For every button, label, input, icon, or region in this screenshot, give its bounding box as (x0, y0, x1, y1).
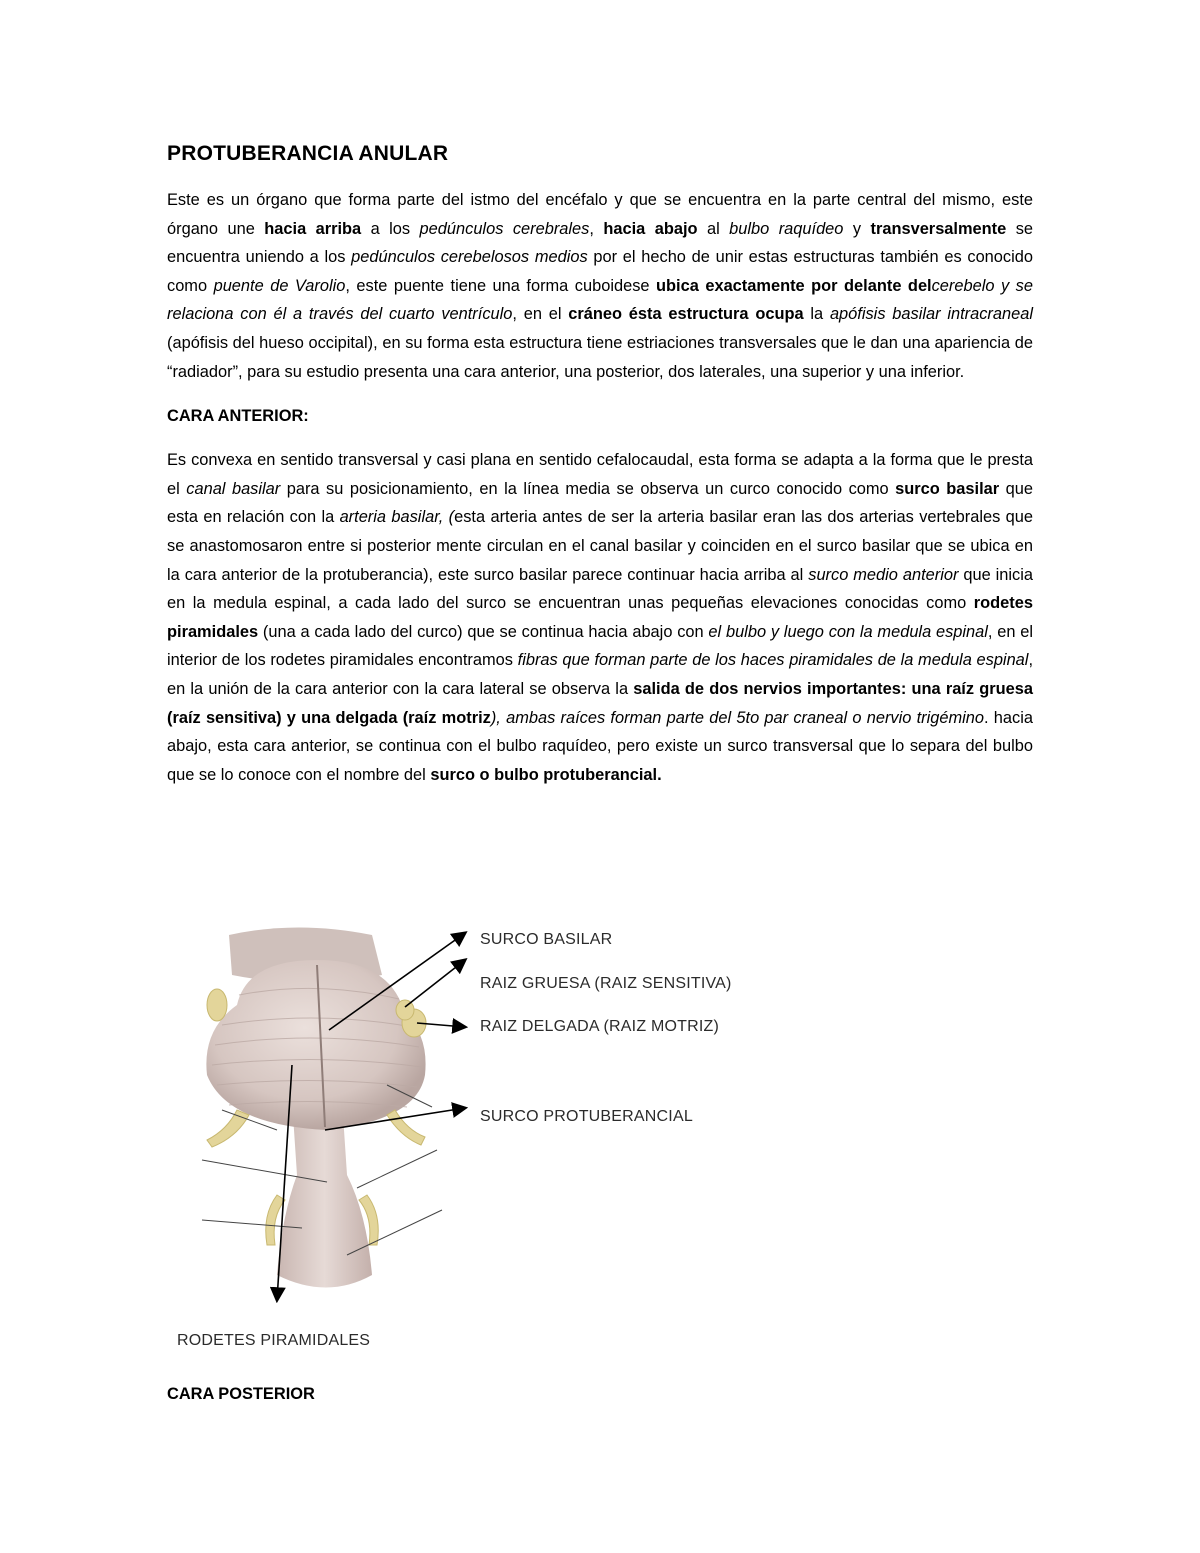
anterior-run: ), ambas raíces forman parte (490, 708, 710, 727)
anterior-run: que inicia en la medula espinal, a cada lado del surco se encuentran unas pequeñas elevaciones conocidas como (167, 565, 1033, 613)
anterior-run: surco basilar (895, 479, 1000, 498)
intro-run: la (803, 305, 830, 324)
anterior-run: canal basilar (186, 479, 281, 498)
intro-run: puente de Varolio (213, 276, 346, 295)
intro-run: se encuentra uniendo a los (167, 219, 1034, 267)
anterior-run: , en el interior de los rodetes piramidales encontramos (167, 622, 1034, 670)
anterior-run: que esta en relación con la (167, 479, 1033, 527)
anterior-paragraph (167, 446, 1033, 789)
anterior-run: Es convexa en sentido transversal y casi plana en sentido cefalocaudal, esta forma se adapta a la forma que le presta el (167, 451, 1033, 498)
anterior-run: del 5to par craneal o nervio trigémino (709, 708, 985, 727)
document-body (167, 142, 1033, 805)
label-raiz-delgada: RAIZ DELGADA (RAIZ MOTRIZ) (480, 1018, 719, 1035)
intro-run: a los (361, 219, 420, 238)
intro-run: hacia arriba (264, 219, 362, 238)
intro-run: al (697, 219, 730, 238)
intro-run: apófisis basilar intracraneal (829, 305, 1033, 324)
anterior-run: rodetes piramidales (167, 594, 1033, 641)
intro-run: , (589, 219, 604, 238)
intro-run: pedúnculos cerebrales (419, 219, 590, 238)
anterior-run: arteria basilar, ( (339, 508, 455, 527)
intro-run: ubica exactamente por delante del (656, 276, 932, 295)
intro-run: Este es un órgano que forma parte del istmo del encéfalo y que se encuentra en la parte central del mismo, este órgano une (167, 191, 1033, 238)
intro-run: transversalmente (870, 219, 1007, 238)
anterior-run: esta arteria antes de ser la arteria basilar eran las dos arterias vertebrales que se anastomosaron entre si posterior mente circulan en el canal basilar y coinciden en el surco basilar que se ubica en la cara anterior de la protuberancia), este surco basilar parece continuar hacia arriba al (167, 508, 1033, 584)
intro-run: , en el (512, 305, 569, 324)
anterior-run: (una a cada lado del curco) que se continua hacia abajo con (258, 622, 709, 641)
anterior-run: surco o bulbo protuberancial. (430, 765, 662, 784)
anterior-run: para su posicionamiento, en la línea media se observa un curco conocido como (280, 479, 896, 498)
label-raiz-gruesa: RAIZ GRUESA (RAIZ SENSITIVA) (480, 975, 732, 992)
intro-paragraph (167, 186, 1033, 386)
intro-run: bulbo raquídeo (729, 219, 844, 238)
section-heading-anterior: CARA ANTERIOR: (167, 407, 309, 426)
intro-run: por el hecho de unir estas estructuras también es conocido como (167, 248, 1033, 295)
intro-run: pedúnculos cerebelosos medios (351, 248, 588, 267)
intro-run: cráneo ésta estructura ocupa (568, 305, 804, 324)
anterior-run: surco medio anterior (808, 565, 959, 584)
intro-run: hacia abajo (603, 219, 698, 238)
label-rodetes-piramidales: RODETES PIRAMIDALES (177, 1332, 371, 1349)
anterior-run: fibras que forman parte de los haces piramidales de la medula espinal (517, 651, 1029, 670)
anterior-run: . hacia abajo, esta cara anterior, se continua con el bulbo raquídeo, pero existe un surco transversal que lo separa del bulbo que se lo conoce con el nombre del (167, 708, 1033, 784)
intro-run: (apófisis del hueso occipital), en su forma esta estructura tiene estriaciones transversales que le dan una apariencia de “radiador”, para su estudio presenta una cara anterior, una posterior, dos laterales, una superior y una inferior. (167, 333, 1033, 381)
label-surco-protuberancial: SURCO PROTUBERANCIAL (480, 1108, 693, 1125)
section-heading-posterior: CARA POSTERIOR (167, 1385, 315, 1403)
brainstem-figure (167, 915, 787, 1360)
label-surco-basilar: SURCO BASILAR (480, 931, 613, 948)
anterior-run: , en la unión de la cara anterior con la cara lateral se observa la (167, 651, 1034, 698)
anterior-run: el bulbo y luego con la medula espinal (708, 622, 988, 641)
intro-run: y (843, 219, 871, 238)
anterior-run: salida de dos nervios importantes: una raíz gruesa (raíz sensitiva) y una delgada (raíz motriz (167, 679, 1033, 727)
intro-run: , este puente tiene una forma cuboidese (345, 276, 657, 295)
page-title: PROTUBERANCIA ANULAR (167, 142, 449, 165)
intro-run: cerebelo y se relaciona con él a través del cuarto ventrículo (167, 276, 1033, 324)
